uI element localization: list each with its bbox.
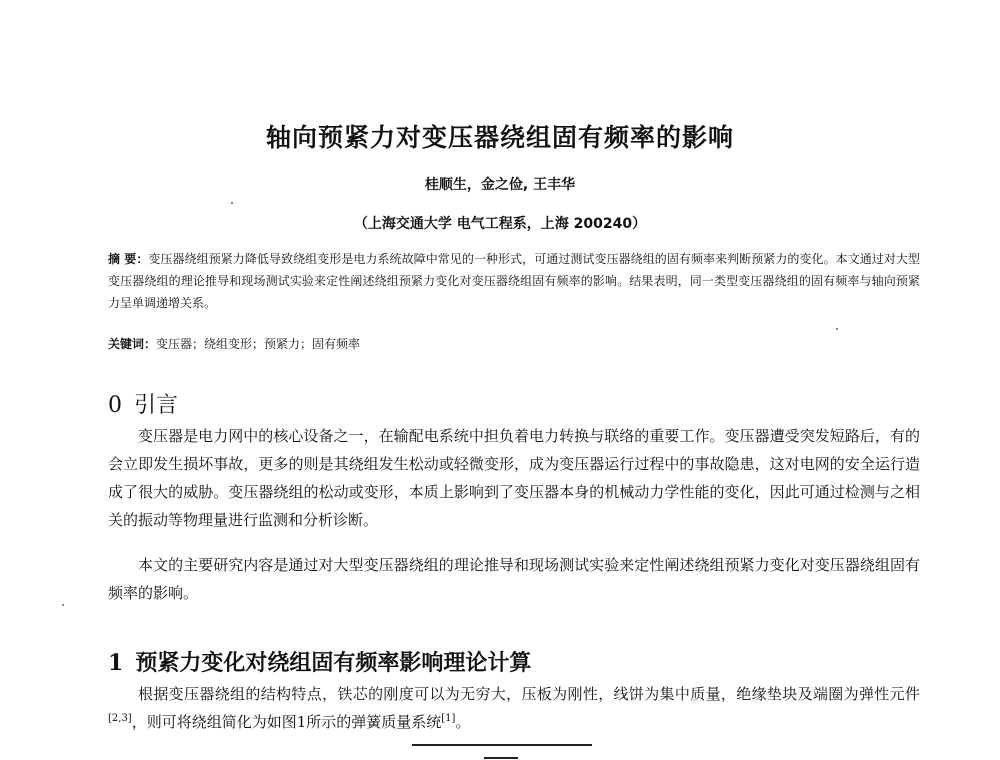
affiliation: （上海交通大学 电气工程系，上海 200240） [353,216,647,232]
citation: [2,3] [108,713,132,724]
paper-title: 轴向预紧力对变压器绕组固有频率的影响 [265,123,734,152]
section-number: 0 [108,393,122,418]
section-number: 1 [108,650,124,676]
scan-speck [62,604,64,606]
paragraph: 变压器是电力网中的核心设备之一，在输配电系统中担负着电力转换与联络的重要工作。变压器遭受突发短路后，有的会立即发生损坏事故，更多的则是其绕组发生松动或轻微变形，成为变压器运行过程中的事故隐患，这对电网的安全运行造成了很大的威胁。变压器绕组的松动或变形，本质上影响到了变压器本身的机械动力学性能的变化，因此可通过检测与之相关的振动等物理量进行监测和分析诊断。 [108,427,920,529]
paragraph: 本文的主要研究内容是通过对大型变压器绕组的理论推导和现场测试实验来定性阐述绕组预紧力变化对变压器绕组固有频率的影响。 [108,556,920,602]
keywords-text: 变压器；绕组变形；预紧力；固有频率 [156,337,361,351]
citation: [1] [441,713,456,724]
paragraph-text: 根据变压器绕组的结构特点，铁芯的刚度可以为无穷大，压板为刚性，线饼为集中质量，绝缘垫块及端圈为弹性元件 [138,685,920,703]
authors: 桂顺生，金之俭, 王丰华 [424,177,576,193]
figure-fragment [484,757,518,759]
section-title: 预紧力变化对绕组固有频率影响理论计算 [135,651,532,676]
scan-speck [231,202,233,204]
abstract-label: 摘 要： [108,252,149,266]
section-heading-1 [108,646,531,677]
section-title: 引言 [134,393,179,418]
paragraph-text: 。 [455,713,471,731]
section-heading-0 [108,388,178,419]
abstract-text: 变压器绕组预紧力降低导致绕组变形是电力系统故障中常见的一种形式，可通过测试变压器绕组的固有频率来判断预紧力的变化。本文通过对大型变压器绕组的理论推导和现场测试实验来定性阐述绕组预紧力变化对变压器绕组固有频率的影响。结果表明，同一类型变压器绕组的固有频率与轴向预紧力呈单调递增关系。 [108,252,920,310]
paragraph [108,680,920,736]
abstract [108,248,920,314]
paragraph-text: ，则可将绕组简化为如图1所示的弹簧质量系统 [131,713,442,731]
scan-speck [836,328,838,330]
figure-top-rule [412,744,592,746]
keywords [108,334,920,354]
keywords-label: 关键词： [108,337,157,351]
